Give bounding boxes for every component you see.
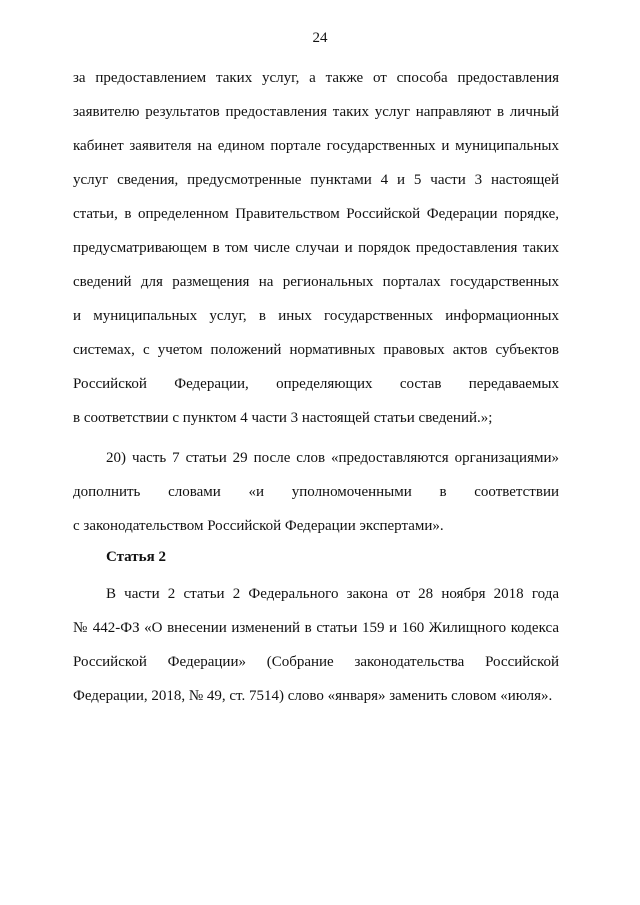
paragraph-item-20 <box>73 448 559 550</box>
text-line: Российской Федерации» (Собрание законодательства Российской <box>73 654 559 670</box>
page-number: 24 <box>312 30 328 46</box>
text-line: с законодательством Российской Федерации экспертами». <box>73 518 444 534</box>
text-line: за предоставлением таких услуг, а также от способа предоставления <box>73 70 559 86</box>
paragraph-article-2 <box>73 584 559 720</box>
text-line: системах, с учетом положений нормативных правовых актов субъектов <box>73 342 559 358</box>
text-line: и муниципальных услуг, в иных государственных информационных <box>73 308 559 324</box>
text-line: предусматривающем в том числе случаи и порядок предоставления таких <box>73 240 559 256</box>
text-line: № 442-ФЗ «О внесении изменений в статьи 159 и 160 Жилищного кодекса <box>73 620 559 636</box>
text-line: в соответствии с пунктом 4 части 3 настоящей статьи сведений.»; <box>73 410 493 426</box>
article-heading: Статья 2 <box>106 549 166 565</box>
text-line: Российской Федерации, определяющих состав передаваемых <box>73 376 559 392</box>
text-line: 20) часть 7 статьи 29 после слов «предоставляются организациями» <box>106 450 559 466</box>
text-line: кабинет заявителя на едином портале государственных и муниципальных <box>73 138 559 154</box>
text-line: заявителю результатов предоставления таких услуг направляют в личный <box>73 104 559 120</box>
text-line: В части 2 статьи 2 Федерального закона от 28 ноября 2018 года <box>106 586 559 602</box>
text-line: статьи, в определенном Правительством Российской Федерации порядке, <box>73 206 559 222</box>
text-line: Федерации, 2018, № 49, ст. 7514) слово «января» заменить словом «июля». <box>73 688 553 704</box>
text-line: сведений для размещения на региональных порталах государственных <box>73 274 559 290</box>
text-line: дополнить словами «и уполномоченными в соответствии <box>73 484 559 500</box>
text-line: услуг сведения, предусмотренные пунктами 4 и 5 части 3 настоящей <box>73 172 559 188</box>
paragraph-continuation <box>73 68 559 442</box>
